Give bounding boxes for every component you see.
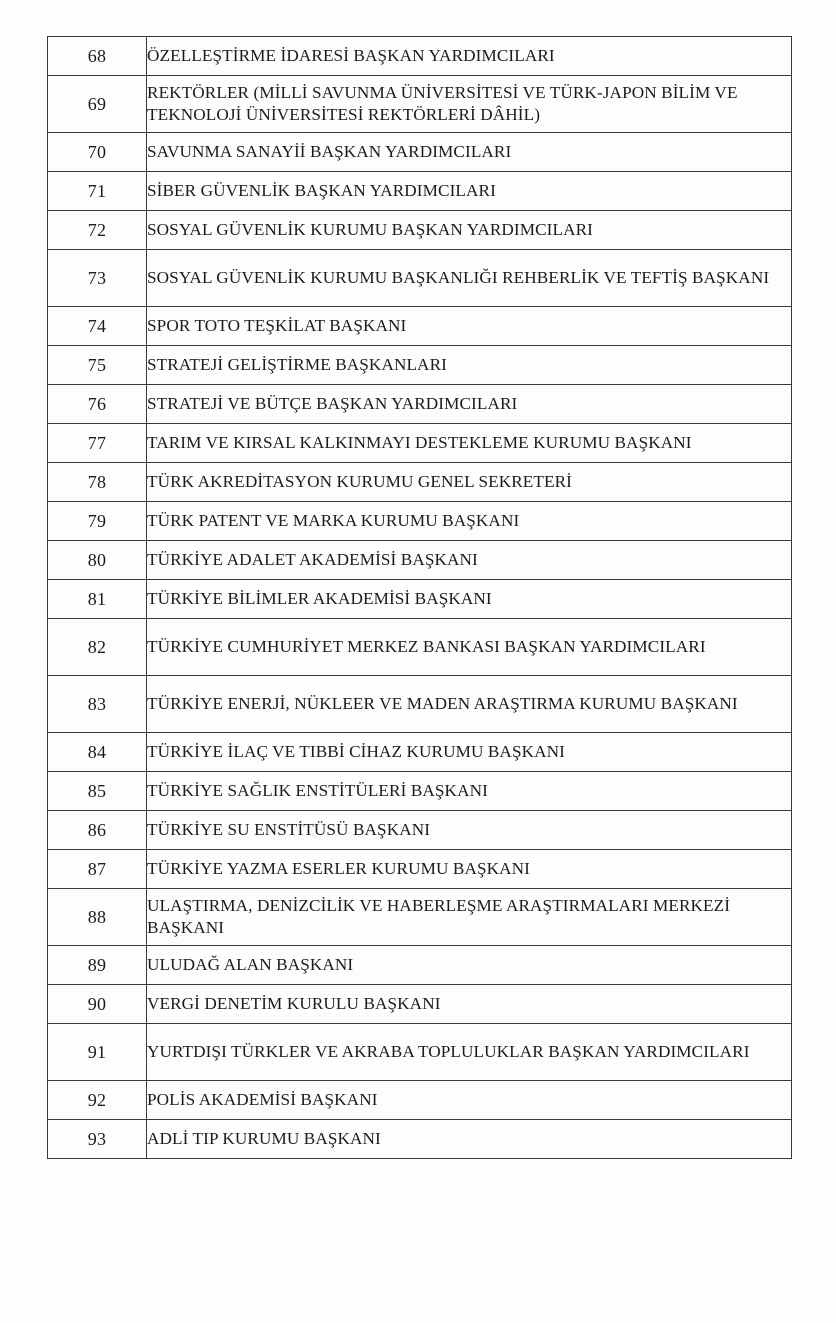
row-number-cell bbox=[48, 502, 147, 541]
row-title-cell bbox=[147, 1120, 792, 1159]
row-number-cell bbox=[48, 1024, 147, 1081]
row-title: TÜRKİYE YAZMA ESERLER KURUMU BAŞKANI bbox=[147, 858, 531, 878]
row-title: STRATEJİ VE BÜTÇE BAŞKAN YARDIMCILARI bbox=[147, 393, 518, 413]
row-number-cell bbox=[48, 346, 147, 385]
row-title-cell bbox=[147, 37, 792, 76]
row-title-cell bbox=[147, 619, 792, 676]
row-title: SOSYAL GÜVENLİK KURUMU BAŞKANLIĞI REHBERLİK VE TEFTİŞ BAŞKANI bbox=[147, 267, 770, 287]
table-row bbox=[48, 424, 792, 463]
row-number: 85 bbox=[87, 780, 107, 801]
row-title: VERGİ DENETİM KURULU BAŞKANI bbox=[147, 993, 441, 1013]
row-number-cell bbox=[48, 541, 147, 580]
row-number: 84 bbox=[87, 741, 107, 762]
row-title: TÜRKİYE SU ENSTİTÜSÜ BAŞKANI bbox=[147, 819, 431, 839]
row-number: 80 bbox=[87, 549, 107, 570]
row-number-cell bbox=[48, 1120, 147, 1159]
row-number-cell bbox=[48, 172, 147, 211]
row-number: 93 bbox=[87, 1128, 107, 1149]
row-title-cell bbox=[147, 889, 792, 946]
row-number: 78 bbox=[87, 471, 107, 492]
row-title-cell bbox=[147, 1024, 792, 1081]
row-title: ULAŞTIRMA, DENİZCİLİK VE HABERLEŞME ARAŞTIRMALARI MERKEZİ BAŞKANI bbox=[147, 895, 731, 937]
table-row bbox=[48, 463, 792, 502]
row-title: STRATEJİ GELİŞTİRME BAŞKANLARI bbox=[147, 354, 447, 374]
row-number-cell bbox=[48, 733, 147, 772]
table-row bbox=[48, 985, 792, 1024]
row-title: ADLİ TIP KURUMU BAŞKANI bbox=[147, 1128, 381, 1148]
row-number: 90 bbox=[87, 993, 107, 1014]
row-title: TÜRKİYE İLAÇ VE TIBBİ CİHAZ KURUMU BAŞKANI bbox=[147, 741, 565, 761]
row-title-cell bbox=[147, 850, 792, 889]
row-title: ÖZELLEŞTİRME İDARESİ BAŞKAN YARDIMCILARI bbox=[147, 45, 555, 65]
table-row bbox=[48, 172, 792, 211]
table-row bbox=[48, 850, 792, 889]
row-number-cell bbox=[48, 772, 147, 811]
row-title-cell bbox=[147, 733, 792, 772]
table-row bbox=[48, 772, 792, 811]
row-number: 74 bbox=[87, 315, 107, 336]
row-title-cell bbox=[147, 346, 792, 385]
row-title: SPOR TOTO TEŞKİLAT BAŞKANI bbox=[147, 315, 407, 335]
row-number: 83 bbox=[87, 693, 107, 714]
row-title-cell bbox=[147, 307, 792, 346]
row-number-cell bbox=[48, 580, 147, 619]
table-row bbox=[48, 1081, 792, 1120]
row-number-cell bbox=[48, 385, 147, 424]
row-number: 73 bbox=[87, 267, 107, 288]
table-row bbox=[48, 502, 792, 541]
row-number: 69 bbox=[87, 93, 107, 114]
row-title-cell bbox=[147, 580, 792, 619]
row-title: SİBER GÜVENLİK BAŞKAN YARDIMCILARI bbox=[147, 180, 496, 200]
row-number: 86 bbox=[87, 819, 107, 840]
row-title: YURTDIŞI TÜRKLER VE AKRABA TOPLULUKLAR BAŞKAN YARDIMCILARI bbox=[147, 1041, 750, 1061]
row-title-cell bbox=[147, 541, 792, 580]
row-title: SOSYAL GÜVENLİK KURUMU BAŞKAN YARDIMCILARI bbox=[147, 219, 593, 239]
row-number: 70 bbox=[87, 141, 107, 162]
table-row bbox=[48, 733, 792, 772]
row-number: 75 bbox=[87, 354, 107, 375]
table-row bbox=[48, 37, 792, 76]
table-row bbox=[48, 580, 792, 619]
table-row bbox=[48, 250, 792, 307]
row-title-cell bbox=[147, 76, 792, 133]
row-number: 81 bbox=[87, 588, 107, 609]
table-row bbox=[48, 1120, 792, 1159]
row-title-cell bbox=[147, 463, 792, 502]
row-number: 82 bbox=[87, 636, 107, 657]
row-title: TÜRK AKREDİTASYON KURUMU GENEL SEKRETERİ bbox=[147, 471, 572, 491]
row-title: TÜRKİYE ENERJİ, NÜKLEER VE MADEN ARAŞTIRMA KURUMU BAŞKANI bbox=[147, 693, 738, 713]
row-number: 87 bbox=[87, 858, 107, 879]
positions-table bbox=[47, 36, 792, 1159]
row-number-cell bbox=[48, 889, 147, 946]
row-number-cell bbox=[48, 946, 147, 985]
table-row bbox=[48, 541, 792, 580]
row-number: 79 bbox=[87, 510, 107, 531]
positions-table-wrapper bbox=[47, 36, 789, 1159]
row-number-cell bbox=[48, 250, 147, 307]
row-title-cell bbox=[147, 424, 792, 463]
row-number-cell bbox=[48, 676, 147, 733]
row-title: TÜRKİYE BİLİMLER AKADEMİSİ BAŞKANI bbox=[147, 588, 492, 608]
row-title: REKTÖRLER (MİLLİ SAVUNMA ÜNİVERSİTESİ VE TÜRK-JAPON BİLİM VE TEKNOLOJİ ÜNİVERSİTESİ REKTÖRLERİ DÂHİL) bbox=[147, 82, 738, 124]
row-number: 88 bbox=[87, 906, 107, 927]
row-title-cell bbox=[147, 985, 792, 1024]
row-title: ULUDAĞ ALAN BAŞKANI bbox=[147, 954, 354, 974]
row-number: 89 bbox=[87, 954, 107, 975]
row-number-cell bbox=[48, 424, 147, 463]
row-number: 92 bbox=[87, 1089, 107, 1110]
row-title: TÜRKİYE SAĞLIK ENSTİTÜLERİ BAŞKANI bbox=[147, 780, 488, 800]
row-number-cell bbox=[48, 133, 147, 172]
row-number: 68 bbox=[87, 45, 107, 66]
table-row bbox=[48, 889, 792, 946]
table-row bbox=[48, 811, 792, 850]
row-number-cell bbox=[48, 211, 147, 250]
table-row bbox=[48, 1024, 792, 1081]
row-title: TÜRK PATENT VE MARKA KURUMU BAŞKANI bbox=[147, 510, 520, 530]
row-number: 77 bbox=[87, 432, 107, 453]
row-title-cell bbox=[147, 772, 792, 811]
row-title-cell bbox=[147, 385, 792, 424]
row-title-cell bbox=[147, 1081, 792, 1120]
row-number-cell bbox=[48, 985, 147, 1024]
row-number: 71 bbox=[87, 180, 107, 201]
row-title: TÜRKİYE CUMHURİYET MERKEZ BANKASI BAŞKAN YARDIMCILARI bbox=[147, 636, 706, 656]
table-row bbox=[48, 307, 792, 346]
row-number: 72 bbox=[87, 219, 107, 240]
table-row bbox=[48, 346, 792, 385]
row-title-cell bbox=[147, 946, 792, 985]
row-title-cell bbox=[147, 811, 792, 850]
table-row bbox=[48, 76, 792, 133]
row-number-cell bbox=[48, 850, 147, 889]
row-title-cell bbox=[147, 133, 792, 172]
table-row bbox=[48, 619, 792, 676]
row-title-cell bbox=[147, 211, 792, 250]
table-row bbox=[48, 676, 792, 733]
table-row bbox=[48, 211, 792, 250]
row-number-cell bbox=[48, 463, 147, 502]
row-number-cell bbox=[48, 307, 147, 346]
row-title: POLİS AKADEMİSİ BAŞKANI bbox=[147, 1089, 378, 1109]
table-row bbox=[48, 133, 792, 172]
table-row bbox=[48, 385, 792, 424]
row-title-cell bbox=[147, 172, 792, 211]
row-number-cell bbox=[48, 76, 147, 133]
table-row bbox=[48, 946, 792, 985]
row-title: TARIM VE KIRSAL KALKINMAYI DESTEKLEME KURUMU BAŞKANI bbox=[147, 432, 692, 452]
row-title-cell bbox=[147, 676, 792, 733]
row-title: TÜRKİYE ADALET AKADEMİSİ BAŞKANI bbox=[147, 549, 478, 569]
row-title-cell bbox=[147, 250, 792, 307]
row-number-cell bbox=[48, 37, 147, 76]
row-number-cell bbox=[48, 1081, 147, 1120]
row-number: 76 bbox=[87, 393, 107, 414]
row-number: 91 bbox=[87, 1041, 107, 1062]
table-body bbox=[48, 37, 792, 1159]
row-title: SAVUNMA SANAYİİ BAŞKAN YARDIMCILARI bbox=[147, 141, 512, 161]
row-title-cell bbox=[147, 502, 792, 541]
row-number-cell bbox=[48, 619, 147, 676]
row-number-cell bbox=[48, 811, 147, 850]
